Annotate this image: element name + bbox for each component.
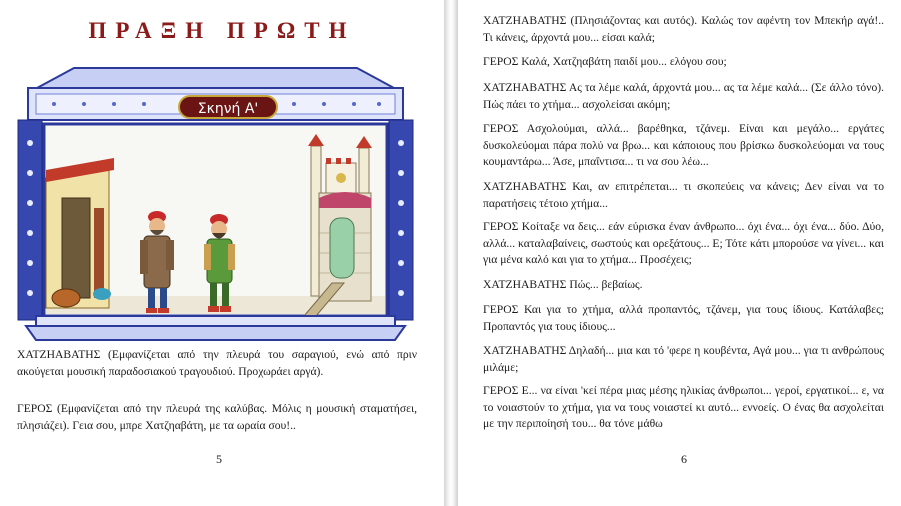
dialogue-text: Κοίταξε να δεις... εάν εύρισκα έναν άνθρωπο... όχι ένα... όχι ένα... δύο. Δύο, αλλά... καταλαβαίνεις, σωστούς και ορεξάτους... Ε; Τότε κάτι μπορούσε να γίνει... και για μένα καλό και για το χτήμα... Προσέχεις;: [483, 220, 884, 266]
speaker-name: ΧΑΤΖΗΑΒΑΤΗΣ: [483, 344, 567, 357]
shadow-theatre-stage-illustration: [14, 58, 417, 342]
speaker-name: ΓΕΡΟΣ: [17, 402, 53, 415]
dialogue-text: (Εμφανίζεται από την πλευρά του σαραγιού, ενώ από πριν ακούγεται μουσική παραδοσιακού τραγουδιού. Προχωράει αργά).: [17, 348, 417, 378]
act-title: ΠΡΑΞΗ ΠΡΩΤΗ: [88, 18, 356, 43]
right-paragraph-10: [483, 383, 884, 433]
speaker-name: ΓΕΡΟΣ: [483, 55, 519, 68]
dialogue-text: Ασχολούμαι, αλλά... βαρέθηκα, τζάνεμ. Είναι και μεγάλο... εργάτες δυσκολεύομαι πάρα πολύ να βρω... και κάποιους που βρίσκω δυσκολεύομαι να τους κουμαντάρω... Άσε, μπαΐντισα... τι να σου λέω...: [483, 122, 884, 168]
book-gutter: [444, 0, 458, 506]
dialogue-text: Ε... να είναι 'κεί πέρα μιας μέσης ηλικίας άνθρωποι... γεροί, εργατικοί... ε, να το νοιαστούν το χτήμα, για να τους νοιαστεί κι αυτό... εννοείς. Ο ένας θα ασχολείται με την περιποίησή του... θα τόνε μάθω: [483, 384, 884, 430]
speaker-name: ΓΕΡΟΣ: [483, 384, 519, 397]
left-paragraph-1: [17, 347, 417, 380]
dialogue-text: Ας τα λέμε καλά, άρχοντά μου... ας τα λέμε καλά... (Σε άλλο τόνο). Πώς πάει το χτήμα... ασχολείσαι ακόμη;: [483, 81, 884, 111]
dialogue-text: Καλά, Χατζηαβάτη παιδί μου... ελόγου σου;: [518, 55, 727, 68]
speaker-name: ΧΑΤΖΗΑΒΑΤΗΣ: [483, 180, 567, 193]
right-paragraph-2: [483, 54, 884, 71]
dialogue-text: Δηλαδή... μια και τό 'φερε η κουβέντα, Αγά μου... για τι ανθρώπους μιλάμε;: [483, 344, 884, 374]
page-number-right: 6: [681, 452, 687, 466]
speaker-name: ΧΑΤΖΗΑΒΑΤΗΣ: [483, 81, 567, 94]
dialogue-text: (Πλησιάζοντας και αυτός). Καλώς τον αφέντη τον Μπεκήρ αγά!.. Τι κάνεις, άρχοντά μου... είσαι καλά;: [483, 14, 884, 44]
right-paragraph-4: [483, 121, 884, 171]
right-paragraph-8: [483, 302, 884, 335]
right-paragraph-7: [483, 277, 884, 294]
right-paragraph-9: [483, 343, 884, 376]
page-number-left: 5: [216, 452, 222, 466]
speaker-name: ΧΑΤΖΗΑΒΑΤΗΣ: [483, 278, 567, 291]
dialogue-text: Πώς... βεβαίως.: [566, 278, 643, 291]
scene-label-badge: Σκηνή Α': [178, 95, 278, 119]
right-paragraph-6: [483, 219, 884, 269]
dialogue-text: (Εμφανίζεται από την πλευρά της καλύβας. Μόλις η μουσική σταματήσει, πλησιάζει). Γεια σου, μπρε Χατζηαβάτη, με τα ωραία σου!..: [17, 402, 417, 432]
speaker-name: ΓΕΡΟΣ: [483, 122, 519, 135]
dialogue-text: Και, αν επιτρέπεται... τι σκοπεύεις να κάνεις; Δεν είναι να το παρατήσεις τέτοιο χτήμα...: [483, 180, 884, 210]
speaker-name: ΧΑΤΖΗΑΒΑΤΗΣ: [483, 14, 567, 27]
right-paragraph-1: [483, 13, 884, 46]
speaker-name: ΓΕΡΟΣ: [483, 220, 519, 233]
speaker-name: ΧΑΤΖΗΑΒΑΤΗΣ: [17, 348, 101, 361]
left-paragraph-2: [17, 401, 417, 434]
dialogue-text: Και για το χτήμα, αλλά προπαντός, τζάνεμ, για τους ίδιους. Κατάλαβες; Προπαντός για τους ίδιους...: [483, 303, 884, 333]
right-paragraph-5: [483, 179, 884, 212]
right-paragraph-3: [483, 80, 884, 113]
left-page: [0, 0, 444, 506]
speaker-name: ΓΕΡΟΣ: [483, 303, 519, 316]
